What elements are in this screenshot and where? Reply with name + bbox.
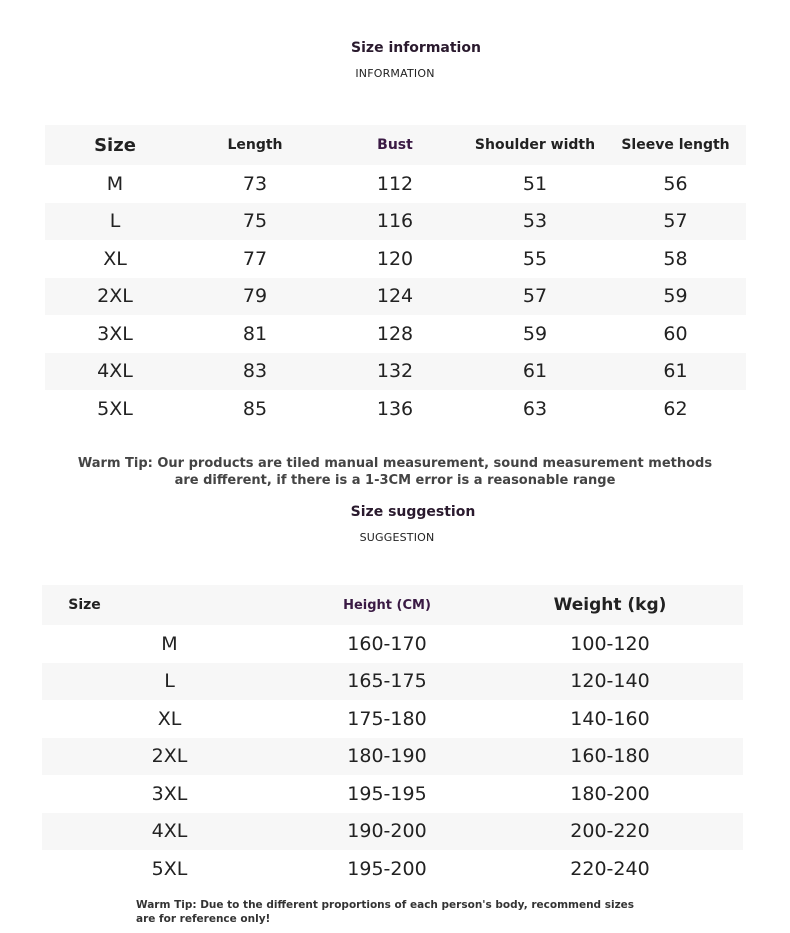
cell-weight: 100-120 bbox=[570, 632, 650, 655]
header-shoulder-width: Shoulder width bbox=[465, 125, 605, 165]
table-row bbox=[45, 165, 746, 203]
cell-bust: 120 bbox=[376, 247, 414, 270]
cell-height: 190-200 bbox=[297, 813, 477, 851]
cell-shoulder: 53 bbox=[465, 203, 605, 241]
cell-bust: 128 bbox=[376, 322, 414, 345]
table-row bbox=[42, 663, 743, 701]
cell-sleeve: 57 bbox=[605, 203, 746, 241]
cell-shoulder: 51 bbox=[522, 172, 548, 195]
cell-height: 195-195 bbox=[347, 782, 427, 805]
cell-weight: 120-140 bbox=[477, 663, 743, 701]
header-length: Length bbox=[185, 125, 325, 165]
size-suggestion-title: Size suggestion bbox=[350, 504, 476, 520]
cell-shoulder: 57 bbox=[465, 278, 605, 316]
header-size: Size bbox=[45, 125, 185, 165]
cell-weight: 140-160 bbox=[570, 707, 650, 730]
cell-length: 77 bbox=[242, 247, 268, 270]
table-row bbox=[45, 278, 746, 316]
size-suggestion-tip: Warm Tip: Due to the different proportions of each person's body, recommend sizes are for reference only! bbox=[136, 899, 635, 925]
cell-size: 2XL bbox=[45, 278, 185, 316]
cell-sleeve: 58 bbox=[663, 247, 688, 270]
table-row bbox=[45, 315, 746, 353]
cell-size: 2XL bbox=[42, 738, 297, 776]
cell-shoulder: 63 bbox=[522, 397, 548, 420]
cell-length: 83 bbox=[185, 353, 325, 391]
size-suggestion-subtitle: SUGGESTION bbox=[359, 531, 435, 544]
cell-bust: 132 bbox=[325, 353, 465, 391]
cell-height: 175-180 bbox=[347, 707, 427, 730]
cell-shoulder: 59 bbox=[522, 322, 548, 345]
cell-sleeve: 59 bbox=[605, 278, 746, 316]
table-header-row bbox=[45, 125, 746, 165]
cell-size: M bbox=[161, 632, 178, 655]
cell-bust: 112 bbox=[376, 172, 414, 195]
header-height: Height (CM) bbox=[297, 585, 477, 625]
cell-height: 165-175 bbox=[297, 663, 477, 701]
size-info-tip: Warm Tip: Our products are tiled manual measurement, sound measurement methods are different, if there is a 1-3CM error is a reasonable range bbox=[77, 456, 713, 488]
cell-size: 5XL bbox=[151, 857, 188, 880]
cell-size: XL bbox=[103, 247, 127, 270]
cell-shoulder: 61 bbox=[465, 353, 605, 391]
cell-size: L bbox=[42, 663, 297, 701]
cell-size: 3XL bbox=[97, 322, 133, 345]
size-info-table bbox=[45, 125, 746, 428]
cell-weight: 200-220 bbox=[477, 813, 743, 851]
cell-length: 75 bbox=[185, 203, 325, 241]
cell-size: 3XL bbox=[151, 782, 188, 805]
table-row bbox=[42, 625, 743, 663]
cell-weight: 160-180 bbox=[477, 738, 743, 776]
table-row bbox=[45, 353, 746, 391]
size-info-subtitle: INFORMATION bbox=[355, 67, 435, 80]
cell-size: M bbox=[106, 172, 124, 195]
cell-bust: 124 bbox=[325, 278, 465, 316]
cell-sleeve: 62 bbox=[663, 397, 688, 420]
cell-length: 73 bbox=[242, 172, 268, 195]
size-suggestion-table bbox=[42, 585, 743, 888]
table-row bbox=[42, 700, 743, 738]
cell-bust: 116 bbox=[325, 203, 465, 241]
cell-length: 81 bbox=[242, 322, 268, 345]
cell-size: 4XL bbox=[42, 813, 297, 851]
cell-height: 160-170 bbox=[347, 632, 427, 655]
header-sleeve-length: Sleeve length bbox=[605, 125, 746, 165]
cell-size: XL bbox=[157, 707, 182, 730]
table-row bbox=[45, 203, 746, 241]
cell-sleeve: 56 bbox=[663, 172, 688, 195]
cell-length: 85 bbox=[242, 397, 268, 420]
table-row bbox=[42, 850, 743, 888]
cell-sleeve: 61 bbox=[605, 353, 746, 391]
cell-bust: 136 bbox=[376, 397, 414, 420]
cell-length: 79 bbox=[185, 278, 325, 316]
table-row bbox=[42, 775, 743, 813]
header-size: Size bbox=[42, 585, 297, 625]
cell-size: 4XL bbox=[45, 353, 185, 391]
cell-size: L bbox=[45, 203, 185, 241]
table-row bbox=[42, 738, 743, 776]
table-row bbox=[45, 390, 746, 428]
header-bust: Bust bbox=[325, 125, 465, 165]
table-header-row bbox=[42, 585, 743, 625]
cell-shoulder: 55 bbox=[522, 247, 548, 270]
size-info-title: Size information bbox=[351, 40, 481, 56]
cell-weight: 220-240 bbox=[570, 857, 650, 880]
table-row bbox=[42, 813, 743, 851]
cell-weight: 180-200 bbox=[570, 782, 650, 805]
cell-height: 195-200 bbox=[347, 857, 427, 880]
header-weight: Weight (kg) bbox=[477, 585, 743, 625]
cell-sleeve: 60 bbox=[663, 322, 688, 345]
table-row bbox=[45, 240, 746, 278]
cell-height: 180-190 bbox=[297, 738, 477, 776]
cell-size: 5XL bbox=[97, 397, 133, 420]
